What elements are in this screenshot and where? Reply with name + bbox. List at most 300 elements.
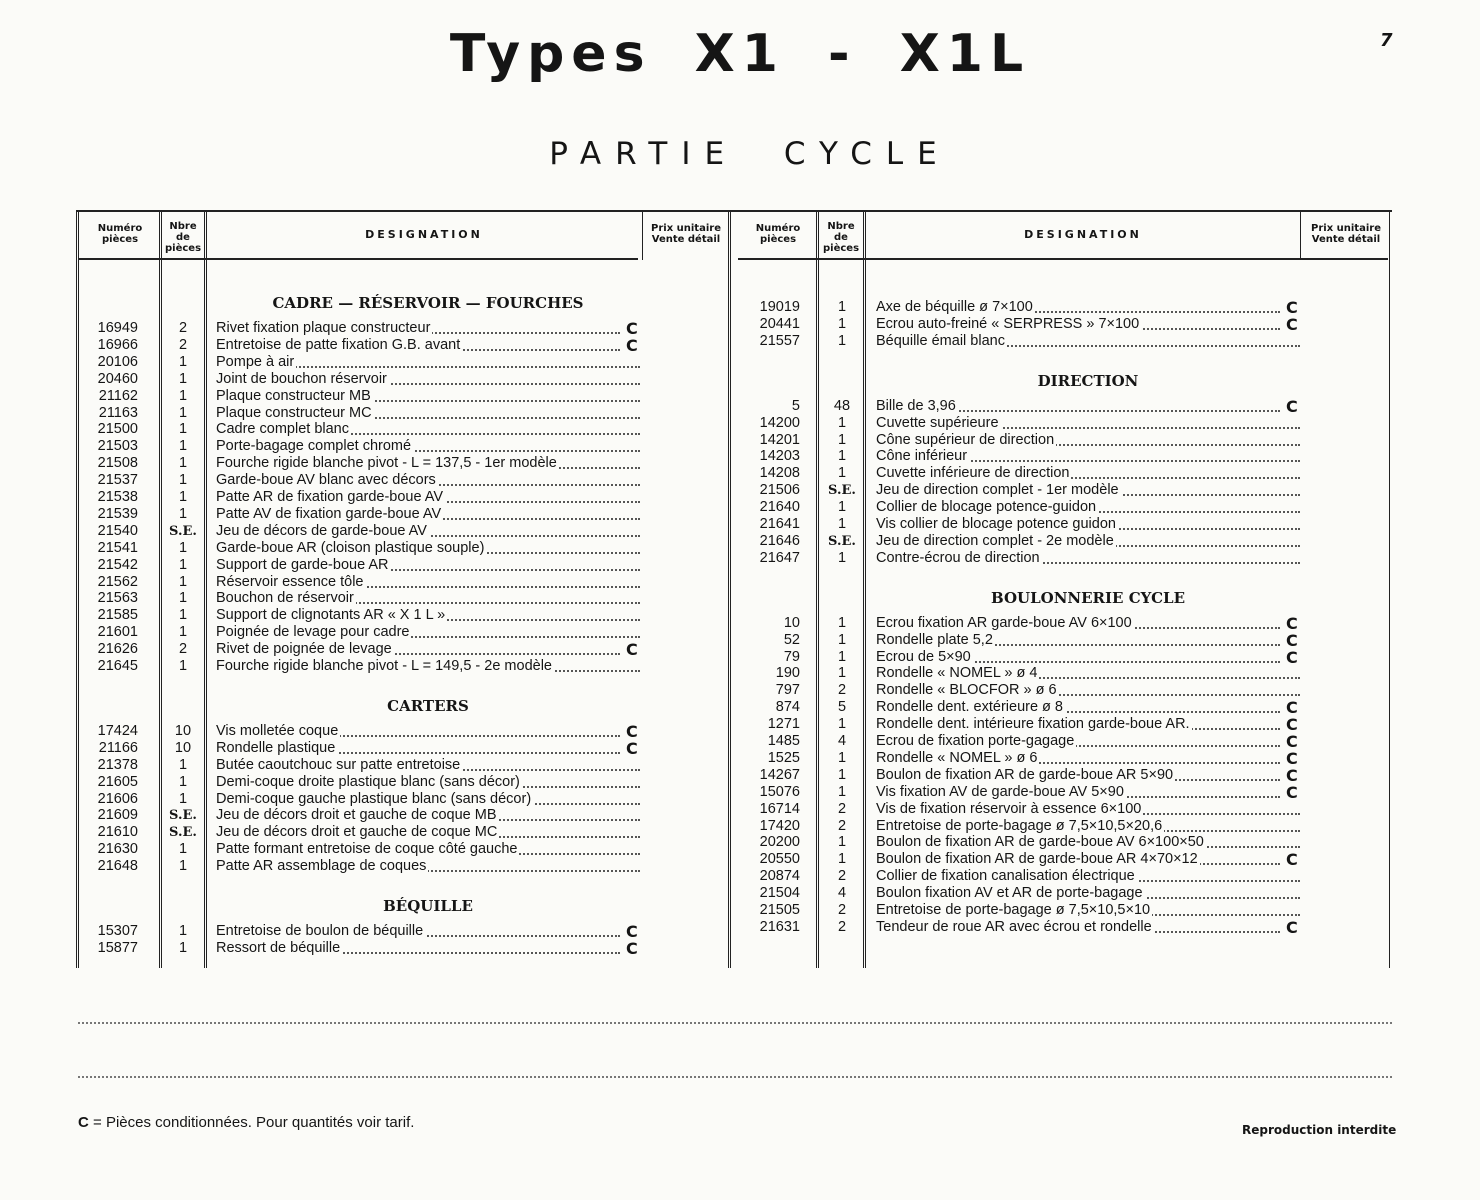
part-quantity: 1 (837, 465, 847, 482)
table-row (76, 716, 1392, 733)
part-description (876, 902, 1300, 919)
part-description (876, 716, 1280, 733)
part-quantity: 1 (178, 773, 188, 790)
part-description-text: Boulon de fixation AR de garde-boue AR 5×90 (876, 766, 1174, 783)
part-description (876, 834, 1300, 851)
part-quantity: 2 (178, 641, 188, 658)
part-description-text: Rondelle « NOMEL » ø 6 (876, 749, 1038, 766)
part-quantity: 1 (178, 790, 188, 807)
part-description-text: Rondelle « NOMEL » ø 4 (876, 665, 1038, 682)
part-description-text: Ecrou de fixation porte-gagage (876, 733, 1075, 749)
table-row (76, 533, 1392, 550)
section-title: PARTIE CYCLE (549, 136, 951, 172)
part-description (876, 767, 1280, 784)
table-row (76, 885, 1392, 902)
table-row (76, 733, 1392, 750)
part-number: 21630 (97, 841, 138, 858)
part-number: 20106 (97, 353, 138, 370)
part-description (876, 516, 1300, 533)
part-description-text: Cône supérieur de direction (876, 431, 1055, 448)
part-quantity: 2 (837, 682, 847, 699)
part-quantity: 2 (837, 817, 847, 834)
part-description-text: Butée caoutchouc sur patte entretoise (216, 756, 461, 773)
part-number: 21631 (759, 918, 800, 935)
packaged-flag: C (1286, 715, 1298, 735)
header-designation-left: DESIGNATION (365, 228, 483, 241)
part-description-text: Jeu de décors droit et gauche de coque MB (216, 807, 497, 824)
part-number: 21646 (759, 532, 800, 549)
part-description (876, 818, 1300, 835)
part-description (216, 940, 620, 957)
part-description (876, 415, 1300, 432)
part-description-text: Vis fixation AV de garde-boue AV 5×90 (876, 783, 1124, 800)
header-nbre-right: Nbre de pièces (822, 221, 860, 254)
part-number: 21563 (97, 590, 138, 607)
part-number: 21647 (759, 549, 800, 566)
part-quantity: 1 (837, 448, 847, 465)
part-description-text: Plaque constructeur MB (216, 387, 371, 404)
part-quantity: 4 (837, 733, 847, 749)
table-row (76, 615, 1392, 632)
part-quantity: 2 (837, 918, 847, 935)
reproduction-notice: Reproduction interdite (1242, 1123, 1397, 1137)
header-nbre-left: Nbre de pièces (164, 221, 202, 254)
part-description-text: Axe de béquille ø 7×100 (876, 299, 1033, 315)
part-number: 21163 (98, 404, 138, 421)
part-quantity: 1 (178, 590, 188, 607)
packaged-flag: C (1286, 765, 1298, 785)
part-number: 20550 (759, 851, 800, 868)
packaged-flag: C (1286, 396, 1298, 416)
part-description-text: Rondelle plate 5,2 (876, 631, 993, 648)
section-heading: DIRECTION (1037, 371, 1139, 390)
part-description-text: Ecrou de 5×90 (876, 648, 971, 665)
part-description-text: Joint de bouchon réservoir (216, 370, 387, 387)
part-number: 21648 (97, 858, 138, 875)
table-row (76, 665, 1392, 682)
part-number: 21585 (97, 607, 138, 624)
part-number: 797 (775, 682, 800, 699)
part-description-text: Jeu de direction complet - 2e modèle (876, 532, 1114, 549)
packaged-flag: C (1286, 917, 1298, 937)
table-row (76, 632, 1392, 649)
part-number: 1525 (767, 749, 800, 766)
legend (78, 1114, 414, 1131)
part-number: 21503 (97, 438, 138, 455)
part-number: 21506 (759, 482, 800, 499)
part-number: 19019 (759, 299, 800, 315)
table-row (76, 767, 1392, 784)
part-quantity: 1 (837, 631, 847, 648)
table-row (76, 818, 1392, 835)
table-row (76, 354, 1392, 371)
part-number: 21378 (97, 756, 138, 773)
packaged-flag: C (1286, 298, 1298, 317)
part-description-text: Rondelle « BLOCFOR » ø 6 (876, 682, 1057, 699)
part-quantity: 2 (837, 800, 847, 817)
part-quantity: 1 (178, 858, 188, 875)
part-description-text: Plaque constructeur MC (216, 404, 372, 421)
footer-dotted-line (78, 1076, 1392, 1078)
part-description-text: Boulon fixation AV et AR de porte-bagage (876, 885, 1143, 902)
part-number: 14267 (759, 766, 800, 783)
legend-text: = Pièces conditionnées. Pour quantités voir tarif. (88, 1114, 415, 1131)
part-description-text: Cadre complet blanc (216, 421, 349, 438)
part-quantity: 1 (837, 716, 847, 733)
part-number: 15877 (97, 939, 138, 956)
part-description-text: Rondelle dent. intérieure fixation garde-boue AR. (876, 716, 1190, 733)
part-quantity: S.E. (169, 808, 197, 824)
part-quantity: 1 (837, 783, 847, 800)
part-description-text: Entretoise de porte-bagage ø 7,5×10,5×10 (876, 902, 1151, 918)
part-description-text: Jeu de direction complet - 1er modèle (876, 482, 1119, 499)
packaged-flag: C (626, 319, 638, 338)
part-number: 1485 (767, 733, 800, 749)
packaged-flag: C (626, 922, 638, 941)
table-row (76, 448, 1392, 465)
part-quantity: 1 (178, 624, 188, 641)
part-quantity: 1 (178, 438, 188, 455)
part-description-text: Ecrou auto-freiné « SERPRESS » 7×100 (876, 315, 1140, 332)
packaged-flag: C (1286, 782, 1298, 802)
table-row (76, 499, 1392, 516)
legend-key: C (78, 1114, 89, 1131)
part-description (876, 615, 1280, 632)
section-heading: BOULONNERIE CYCLE (990, 588, 1185, 607)
part-number: 21609 (97, 807, 138, 824)
table-row (76, 940, 1392, 957)
part-number: 21538 (97, 489, 138, 505)
part-description-text: Fourche rigide blanche pivot - L = 137,5 - 1er modèle (216, 455, 557, 472)
packaged-flag: C (1286, 630, 1298, 650)
part-description (876, 750, 1280, 767)
part-quantity: 1 (837, 431, 847, 448)
part-number: 21162 (98, 387, 138, 404)
packaged-flag: C (626, 640, 638, 660)
page-title: Types X1 - X1L (449, 24, 1031, 84)
part-quantity: 5 (837, 699, 847, 716)
part-number: 16714 (759, 800, 800, 817)
part-number: 21539 (97, 505, 138, 522)
table-row (76, 516, 1392, 533)
part-description-text: Jeu de décors de garde-boue AV (216, 522, 427, 539)
part-number: 16966 (97, 336, 138, 353)
part-number: 14200 (759, 414, 800, 431)
part-description (876, 316, 1280, 333)
part-description (876, 885, 1300, 902)
part-quantity: 1 (178, 556, 188, 573)
part-description (876, 665, 1300, 682)
part-description-text: Boulon de fixation AR de garde-boue AR 4×70×12 (876, 851, 1198, 868)
part-quantity: 4 (837, 885, 847, 902)
part-quantity: 1 (837, 749, 847, 766)
part-description-text: Support de garde-boue AR (216, 556, 389, 573)
part-description-text: Vis molletée coque (216, 722, 339, 739)
part-description-text: Collier de blocage potence-guidon (876, 499, 1097, 516)
part-description-text: Entretoise de porte-bagage ø 7,5×10,5×20,6 (876, 817, 1163, 834)
part-description (876, 432, 1300, 449)
part-number: 17420 (759, 817, 800, 834)
table-row (76, 682, 1392, 699)
part-number: 16949 (97, 320, 138, 336)
part-number: 15076 (759, 783, 800, 800)
part-number: 21541 (97, 539, 138, 556)
part-quantity: 1 (178, 370, 188, 387)
table-row (76, 696, 1392, 718)
part-number: 21504 (759, 885, 800, 902)
part-description-text: Bille de 3,96 (876, 397, 956, 414)
part-quantity: 1 (178, 573, 188, 590)
table-row (76, 432, 1392, 449)
part-description-text: Demi-coque droite plastique blanc (sans décor) (216, 773, 520, 790)
part-description (876, 682, 1300, 699)
packaged-flag: C (1286, 314, 1298, 334)
part-quantity: 1 (178, 939, 188, 956)
part-number: 21645 (97, 658, 138, 674)
part-quantity: 1 (178, 353, 188, 370)
header-designation-right: DESIGNATION (1024, 228, 1142, 241)
part-quantity: 1 (178, 607, 188, 624)
part-quantity: 1 (178, 489, 188, 505)
part-number: 21601 (97, 624, 138, 641)
part-description (216, 574, 640, 591)
part-description-text: Cuvette inférieure de direction (876, 465, 1070, 482)
part-quantity: 1 (837, 414, 847, 431)
part-description-text: Garde-boue AV blanc avec décors (216, 472, 436, 489)
header-numero-left: Numéro pièces (97, 223, 143, 245)
header-prix-left: Prix unitaire Vente détail (651, 223, 721, 245)
part-number: 21562 (97, 573, 138, 590)
part-quantity: 1 (178, 404, 188, 421)
part-number: 21641 (759, 516, 800, 532)
table-row (76, 851, 1392, 868)
part-number: 52 (783, 631, 800, 648)
part-number: 14208 (759, 465, 800, 482)
part-description-text: Ressort de béquille (216, 939, 341, 956)
header-numero-right: Numéro pièces (755, 223, 801, 245)
part-description-text: Patte AR de fixation garde-boue AV (216, 489, 444, 505)
table-row (76, 550, 1392, 567)
part-number: 21508 (97, 455, 138, 472)
part-description (216, 371, 640, 388)
part-quantity: 1 (837, 614, 847, 631)
part-description-text: Fourche rigide blanche pivot - L = 149,5 - 2e modèle (216, 658, 552, 674)
part-quantity: 1 (178, 472, 188, 489)
parts-table (76, 210, 1392, 970)
part-description-text: Garde-boue AR (cloison plastique souple) (216, 539, 485, 556)
part-description-text: Bouchon de réservoir (216, 590, 354, 607)
part-number: 21542 (97, 556, 138, 573)
packaged-flag: C (1286, 698, 1298, 718)
part-description-text: Réservoir essence tôle (216, 573, 364, 590)
packaged-flag: C (1286, 732, 1298, 751)
part-description (876, 868, 1300, 885)
part-description-text: Béquille émail blanc (876, 332, 1005, 349)
part-number: 15307 (97, 923, 138, 939)
table-row (76, 902, 1392, 919)
part-description-text: Collier de fixation canalisation électrique (876, 868, 1135, 885)
part-number: 21640 (759, 499, 800, 516)
part-description (876, 784, 1280, 801)
part-description-text: Patte AR assemblage de coques (216, 858, 427, 875)
part-description (876, 482, 1300, 499)
part-description-text: Jeu de décors droit et gauche de coque MC (216, 824, 498, 841)
part-quantity: 1 (837, 332, 847, 349)
part-quantity: 1 (837, 549, 847, 566)
part-quantity: 1 (178, 455, 188, 472)
part-quantity: 1 (837, 648, 847, 665)
packaged-flag: C (1286, 850, 1298, 870)
part-quantity: 2 (837, 902, 847, 918)
table-row (76, 465, 1392, 482)
part-quantity: 48 (833, 397, 851, 414)
part-quantity: 2 (178, 336, 188, 353)
part-description (216, 354, 640, 371)
part-number: 5 (791, 397, 800, 414)
packaged-flag: C (1286, 613, 1298, 633)
part-description-text: Support de clignotants AR « X 1 L » (216, 607, 446, 624)
part-description-text: Boulon de fixation AR de garde-boue AV 6×100×50 (876, 834, 1204, 851)
part-number: 21605 (97, 773, 138, 790)
part-quantity: 1 (178, 387, 188, 404)
packaged-flag: C (626, 721, 638, 741)
part-number: 21557 (759, 332, 800, 349)
part-number: 190 (775, 665, 800, 682)
part-description-text: Rondelle dent. extérieure ø 8 (876, 699, 1063, 716)
footer-dotted-line (78, 1022, 1392, 1024)
part-description-text: Entretoise de patte fixation G.B. avant (216, 336, 461, 353)
part-number: 874 (775, 699, 800, 716)
part-description-text: Patte formant entretoise de coque côté gauche (216, 841, 518, 858)
part-description (876, 801, 1300, 818)
part-description-text: Rondelle plastique (216, 739, 336, 756)
part-number: 20460 (97, 370, 138, 387)
page-number: 7 (1380, 30, 1393, 51)
part-quantity: 1 (178, 505, 188, 522)
part-number: 21540 (97, 522, 138, 539)
table-row (76, 482, 1392, 499)
part-number: 21505 (759, 902, 800, 918)
part-number: 10 (783, 614, 800, 631)
part-description-text: Rivet fixation plaque constructeur (216, 320, 431, 336)
part-description (876, 649, 1280, 666)
part-description-text: Pompe à air (216, 353, 295, 370)
table-row (76, 919, 1392, 936)
part-number: 20874 (759, 868, 800, 885)
part-description-text: Vis de fixation réservoir à essence 6×100 (876, 800, 1142, 817)
part-number: 20441 (759, 315, 800, 332)
part-quantity: 1 (837, 834, 847, 851)
part-quantity: 1 (178, 923, 188, 939)
part-description (876, 699, 1280, 716)
part-description-text: Demi-coque gauche plastique blanc (sans décor) (216, 790, 532, 807)
packaged-flag: C (626, 738, 638, 758)
part-quantity: 2 (178, 320, 188, 336)
table-row (76, 333, 1392, 350)
part-quantity: 10 (174, 739, 192, 756)
part-quantity: 1 (178, 658, 188, 674)
part-number: 79 (783, 648, 800, 665)
part-description (876, 398, 1280, 415)
part-description (876, 733, 1280, 750)
part-quantity: 1 (837, 299, 847, 315)
part-quantity: S.E. (169, 523, 197, 539)
part-description-text: Vis collier de blocage potence guidon (876, 516, 1116, 532)
part-number: 21537 (97, 472, 138, 489)
part-quantity: S.E. (828, 483, 856, 499)
part-quantity: 1 (178, 841, 188, 858)
header-prix-right: Prix unitaire Vente détail (1311, 223, 1381, 245)
part-description (876, 448, 1300, 465)
packaged-flag: C (1286, 647, 1298, 667)
table-row (76, 316, 1392, 333)
part-quantity: S.E. (828, 533, 856, 549)
packaged-flag: C (1286, 748, 1298, 768)
section-heading: BÉQUILLE (383, 897, 473, 915)
part-quantity: 10 (174, 722, 192, 739)
part-quantity: 1 (837, 516, 847, 532)
part-description-text: Entretoise de boulon de béquille (216, 923, 424, 939)
part-number: 21166 (98, 739, 138, 756)
table-row (76, 868, 1392, 885)
part-quantity: 1 (178, 756, 188, 773)
part-quantity: S.E. (169, 825, 197, 841)
part-quantity: 1 (837, 499, 847, 516)
part-description (876, 533, 1300, 550)
part-description (876, 919, 1280, 936)
part-description-text: Ecrou fixation AR garde-boue AV 6×100 (876, 614, 1132, 631)
part-quantity: 2 (837, 868, 847, 885)
part-quantity: 1 (837, 851, 847, 868)
part-description-text: Cône inférieur (876, 448, 968, 465)
part-description (876, 851, 1280, 868)
part-description-text: Porte-bagage complet chromé (216, 438, 412, 455)
part-description (216, 590, 640, 607)
part-description (876, 299, 1280, 316)
part-quantity: 1 (178, 421, 188, 438)
section-heading: CADRE — RÉSERVOIR — FOURCHES (272, 294, 584, 312)
part-description-text: Poignée de levage pour cadre (216, 624, 410, 641)
part-number: 14201 (759, 431, 800, 448)
part-quantity: 1 (837, 665, 847, 682)
part-description-text: Cuvette supérieure (876, 414, 999, 431)
packaged-flag: C (626, 938, 638, 958)
part-description-text: Rivet de poignée de levage (216, 641, 392, 658)
part-description (876, 465, 1300, 482)
part-quantity: 1 (837, 766, 847, 783)
part-quantity: 1 (178, 539, 188, 556)
part-description-text: Tendeur de roue AR avec écrou et rondelle (876, 918, 1152, 935)
part-description-text: Patte AV de fixation garde-boue AV (216, 505, 442, 522)
packaged-flag: C (626, 335, 638, 355)
table-row (76, 834, 1392, 851)
part-number: 1271 (767, 716, 800, 733)
table-row (76, 750, 1392, 767)
table-row (76, 415, 1392, 432)
part-number: 21626 (97, 641, 138, 658)
part-description (876, 499, 1300, 516)
part-description (876, 333, 1300, 350)
part-description (876, 550, 1300, 567)
part-description-text: Contre-écrou de direction (876, 549, 1040, 566)
part-number: 20200 (759, 834, 800, 851)
table-row (76, 398, 1392, 415)
part-number: 17424 (97, 722, 138, 739)
part-quantity: 1 (837, 315, 847, 332)
part-number: 21610 (97, 824, 138, 841)
part-number: 21500 (97, 421, 138, 438)
table-row (76, 299, 1392, 316)
